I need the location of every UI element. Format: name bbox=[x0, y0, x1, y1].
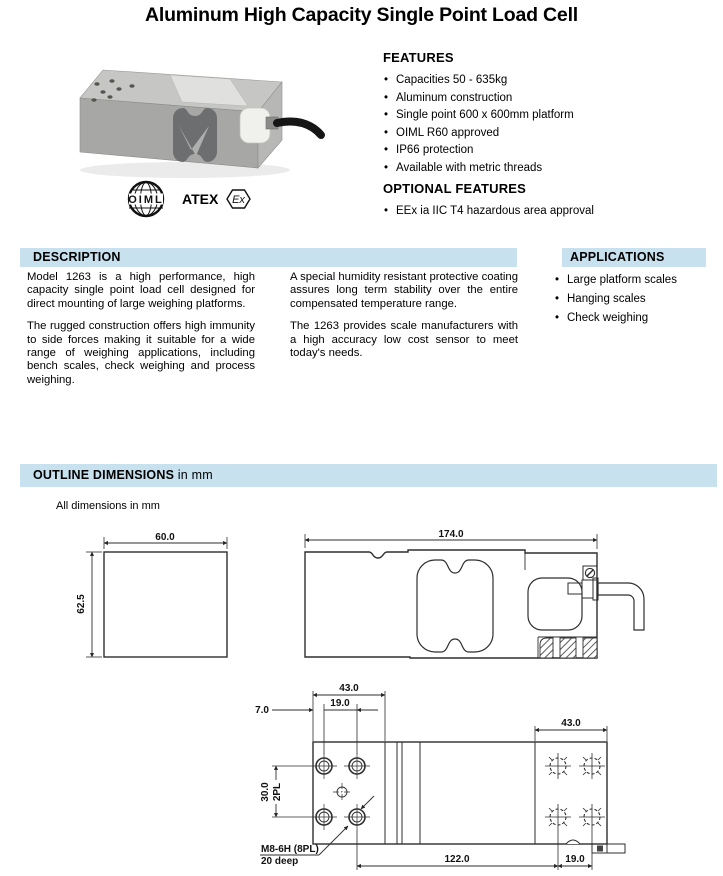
features-section bbox=[383, 50, 718, 221]
optional-features-heading: OPTIONAL FEATURES bbox=[383, 181, 527, 196]
applications-header-bar bbox=[562, 248, 706, 267]
side-view-drawing bbox=[305, 529, 644, 658]
svg-text:Ex: Ex bbox=[232, 194, 245, 206]
feature-item: • IP66 protection bbox=[383, 142, 718, 160]
front-view-outline bbox=[104, 552, 227, 657]
approval-logos bbox=[120, 180, 260, 220]
dim-row-note: 2PL bbox=[272, 782, 283, 802]
bottom-view-drawing bbox=[255, 683, 625, 870]
hidden-holes bbox=[545, 753, 605, 830]
features-list bbox=[383, 72, 718, 177]
applications-list bbox=[554, 271, 719, 328]
description-paragraph: The 1263 provides scale manufacturers with a high accuracy low cost sensor to meet today's needs. bbox=[290, 320, 518, 360]
optional-feature-item: • EEx ia IIC T4 hazardous area approval bbox=[383, 203, 718, 221]
optional-features-list bbox=[383, 203, 718, 221]
description-column-1 bbox=[27, 271, 255, 396]
side-view-cutout bbox=[417, 560, 493, 652]
dim-left-width: 43.0 bbox=[339, 683, 359, 694]
description-paragraph: A special humidity resistant protective coating assures long term stability over the entire compensated temperature range. bbox=[290, 271, 518, 310]
dim-long-pitch: 122.0 bbox=[444, 854, 470, 865]
dim-row-pitch: 30.0 bbox=[260, 782, 271, 802]
cable-cavity bbox=[528, 578, 582, 630]
thread-spec-label: M8-6H (8PL) bbox=[261, 844, 319, 855]
feature-item: • Available with metric threads bbox=[383, 160, 718, 178]
feature-item: • Aluminum construction bbox=[383, 90, 718, 108]
description-paragraph: The rugged construction offers high immunity to side forces making it suitable for a wide range of weighing applications, including bench scales, check weighing and process weighing. bbox=[27, 320, 255, 386]
application-item: • Check weighing bbox=[554, 309, 719, 328]
atex-ex-icon bbox=[227, 190, 250, 208]
outline-dimensions-heading: OUTLINE DIMENSIONS bbox=[33, 468, 175, 482]
features-heading: FEATURES bbox=[383, 50, 454, 65]
dim-right-width: 43.0 bbox=[561, 718, 581, 729]
page-title: Aluminum High Capacity Single Point Load Cell bbox=[144, 4, 579, 26]
thread-depth-label: 20 deep bbox=[261, 856, 299, 867]
cable-exit-tab bbox=[566, 840, 625, 853]
feature-item: • OIML R60 approved bbox=[383, 125, 718, 143]
loadcell-label-patch bbox=[240, 108, 270, 143]
outline-dimensions-units: in mm bbox=[174, 468, 213, 482]
dim-right-offset: 19.0 bbox=[565, 854, 585, 865]
outline-dimensions-header-bar bbox=[20, 464, 717, 487]
application-item: • Hanging scales bbox=[554, 290, 719, 309]
front-view-drawing bbox=[76, 532, 227, 657]
dimensions-note: All dimensions in mm bbox=[56, 500, 160, 512]
threaded-holes bbox=[311, 753, 370, 830]
applications-section bbox=[554, 271, 719, 328]
applications-heading: APPLICATIONS bbox=[570, 250, 665, 264]
cable-gland-section bbox=[568, 578, 598, 600]
dim-hole-pitch: 19.0 bbox=[330, 698, 350, 709]
dim-front-height: 62.5 bbox=[76, 594, 87, 614]
dim-side-length: 174.0 bbox=[438, 529, 464, 540]
hatched-section bbox=[538, 637, 597, 658]
atex-label: ATEX bbox=[182, 191, 219, 207]
svg-text:OIML: OIML bbox=[128, 194, 164, 206]
feature-item: • Capacities 50 - 635kg bbox=[383, 72, 718, 90]
oiml-logo-icon bbox=[128, 182, 164, 216]
outline-drawings bbox=[0, 495, 723, 876]
cable bbox=[277, 122, 321, 136]
product-photo bbox=[70, 60, 330, 185]
feature-item: • Single point 600 x 600mm platform bbox=[383, 107, 718, 125]
side-view-cable bbox=[598, 583, 644, 630]
dim-front-width: 60.0 bbox=[155, 532, 175, 543]
description-column-2 bbox=[290, 271, 518, 369]
application-item: • Large platform scales bbox=[554, 271, 719, 290]
description-header-bar bbox=[20, 248, 517, 267]
center-hole bbox=[333, 783, 351, 801]
description-paragraph: Model 1263 is a high performance, high capacity single point load cell designed for direct mounting of large weighing platforms. bbox=[27, 271, 255, 310]
description-heading: DESCRIPTION bbox=[33, 250, 121, 264]
dim-edge-offset: 7.0 bbox=[255, 705, 269, 716]
